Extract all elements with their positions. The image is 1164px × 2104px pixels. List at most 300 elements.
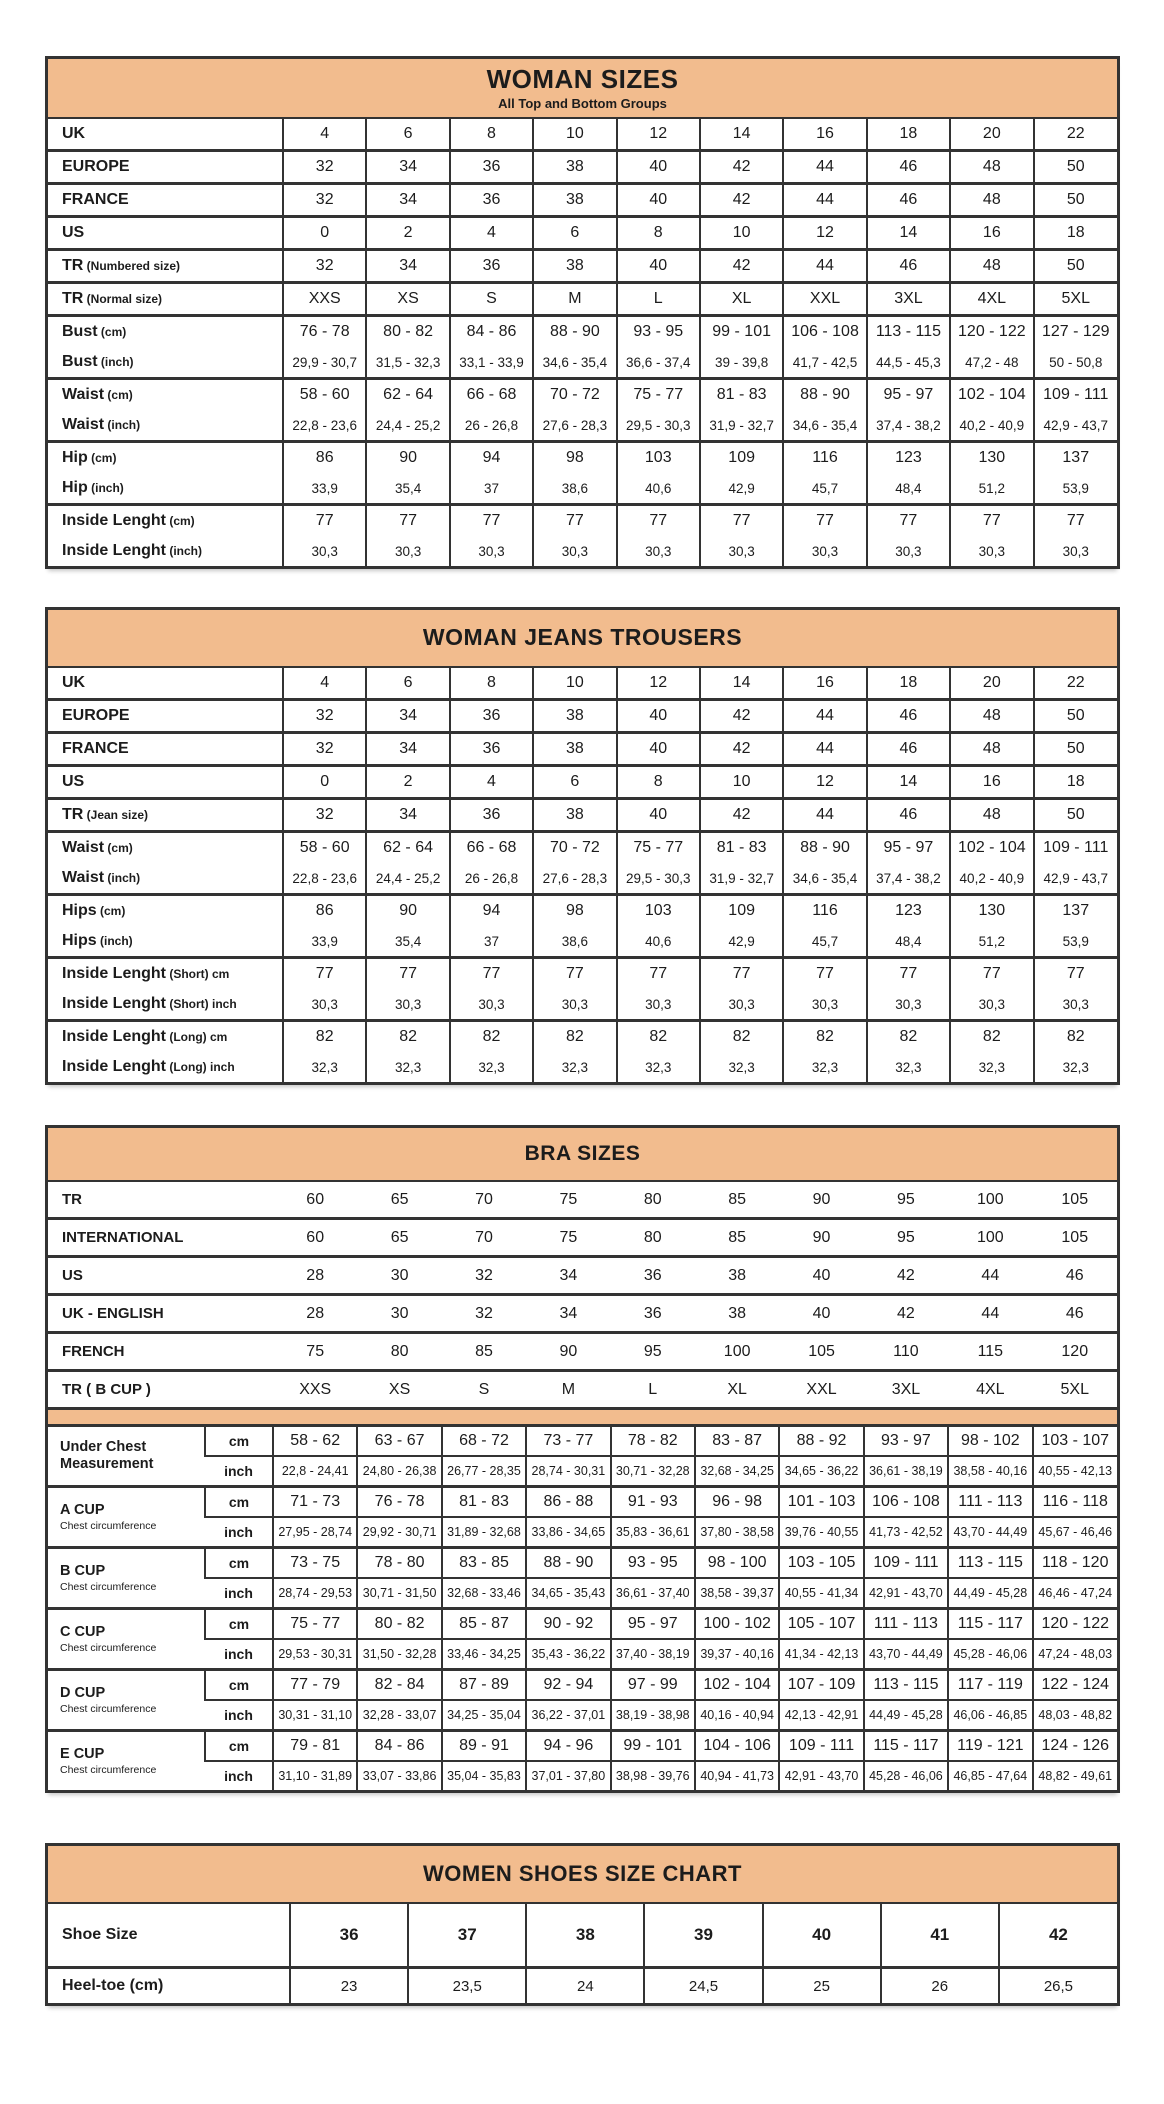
row-label-cell: [48, 1968, 290, 2004]
size-value-cell: 34,6 - 35,4: [783, 863, 866, 895]
size-value-cell: 46: [867, 799, 950, 832]
size-value-cell: 4: [450, 766, 533, 799]
row-label-note: (Long) inch: [166, 1060, 235, 1074]
size-value-cell: 100: [695, 1333, 779, 1371]
row-label-cell: [48, 1219, 273, 1257]
size-value-cell: 10: [533, 119, 616, 151]
size-value-cell: 104 - 106: [695, 1731, 779, 1762]
size-value-cell: 90: [366, 895, 449, 927]
size-value-cell: 34,6 - 35,4: [533, 347, 616, 379]
size-value-cell: 29,53 - 30,31: [273, 1639, 357, 1670]
size-value-cell: 99 - 101: [611, 1731, 695, 1762]
size-value-cell: 115 - 117: [864, 1731, 948, 1762]
size-value-cell: 40: [617, 151, 700, 184]
row-label-cell: [48, 347, 283, 379]
size-value-cell: 34: [366, 733, 449, 766]
size-value-cell: 33,07 - 33,86: [357, 1761, 441, 1790]
size-value-cell: 40: [617, 250, 700, 283]
size-value-cell: 34,6 - 35,4: [783, 410, 866, 442]
size-value-cell: XL: [695, 1371, 779, 1408]
size-value-cell: 22: [1034, 668, 1117, 700]
table-row: [48, 442, 1117, 474]
size-value-cell: 37,40 - 38,19: [611, 1639, 695, 1670]
size-value-cell: 71 - 73: [273, 1487, 357, 1518]
row-label-text: Inside Lenght: [62, 542, 166, 559]
size-value-cell: 44,49 - 45,28: [948, 1578, 1032, 1609]
row-label-text: TR ( B CUP ): [62, 1380, 151, 1398]
size-value-cell: 94 - 96: [526, 1731, 610, 1762]
size-value-cell: 84 - 86: [450, 316, 533, 348]
size-value-cell: 8: [617, 217, 700, 250]
size-value-cell: 38: [695, 1295, 779, 1333]
size-value-cell: 47,24 - 48,03: [1033, 1639, 1117, 1670]
size-value-cell: 41,7 - 42,5: [783, 347, 866, 379]
size-value-cell: 30,3: [366, 989, 449, 1021]
size-value-cell: 77: [617, 505, 700, 537]
row-label-cell: [48, 184, 283, 217]
cup-label-subtext: Chest circumference: [60, 1519, 157, 1532]
size-value-cell: 32,3: [533, 1052, 616, 1082]
cup-label-cell: [48, 1731, 205, 1791]
table-row: [48, 926, 1117, 958]
size-value-cell: 12: [617, 668, 700, 700]
size-value-cell: 38: [533, 250, 616, 283]
size-value-cell: 43,70 - 44,49: [948, 1517, 1032, 1548]
size-value-cell: 44: [948, 1257, 1032, 1295]
row-label-text: UK: [62, 125, 86, 142]
size-value-cell: 44: [783, 184, 866, 217]
cup-inch-row: [48, 1700, 1117, 1731]
size-value-cell: 110: [864, 1333, 948, 1371]
size-value-cell: 77: [950, 505, 1033, 537]
cup-inch-row: [48, 1578, 1117, 1609]
size-value-cell: 73 - 75: [273, 1548, 357, 1579]
size-value-cell: 26,77 - 28,35: [442, 1456, 526, 1487]
row-label-note: (Jean size): [83, 808, 149, 822]
table-header: [48, 59, 1117, 119]
size-value-cell: 77: [700, 958, 783, 990]
size-value-cell: 37: [450, 473, 533, 505]
size-value-cell: 8: [617, 766, 700, 799]
size-value-cell: 76 - 78: [283, 316, 366, 348]
size-value-cell: 29,9 - 30,7: [283, 347, 366, 379]
size-value-cell: 40: [617, 184, 700, 217]
row-label-text: TR: [62, 806, 84, 823]
size-value-cell: 80: [357, 1333, 441, 1371]
bra-sizes-systems-grid: [48, 1182, 1117, 1407]
size-value-cell: 122 - 124: [1033, 1670, 1117, 1701]
row-label-note: (inch): [96, 934, 133, 948]
size-value-cell: 2: [366, 217, 449, 250]
size-value-cell: 28,74 - 30,31: [526, 1456, 610, 1487]
size-value-cell: 32: [283, 184, 366, 217]
size-value-cell: 42: [700, 733, 783, 766]
shoes-table: [45, 1843, 1120, 2006]
size-value-cell: 26,5: [999, 1968, 1117, 2004]
size-value-cell: 8: [450, 119, 533, 151]
row-label-text: EUROPE: [62, 707, 130, 724]
size-value-cell: 38,6: [533, 473, 616, 505]
size-value-cell: 18: [1034, 766, 1117, 799]
size-value-cell: 82: [950, 1021, 1033, 1053]
size-value-cell: 32: [442, 1295, 526, 1333]
unit-inch-cell: inch: [205, 1761, 273, 1790]
size-value-cell: 62 - 64: [366, 379, 449, 411]
size-value-cell: 95: [864, 1219, 948, 1257]
size-value-cell: 36: [450, 733, 533, 766]
row-label-text: Inside Lenght: [62, 965, 166, 982]
row-label-text: Shoe Size: [62, 1926, 138, 1943]
cup-label-cell: [48, 1548, 205, 1609]
table-row: [48, 316, 1117, 348]
row-label-note: (cm): [87, 451, 117, 465]
size-value-cell: 0: [283, 217, 366, 250]
table-title: WOMAN SIZES: [486, 64, 679, 95]
size-value-cell: 24: [526, 1968, 644, 2004]
size-value-cell: 38: [695, 1257, 779, 1295]
size-chart-document: [0, 56, 1164, 2104]
size-value-cell: 5XL: [1033, 1371, 1117, 1408]
size-value-cell: 123: [867, 442, 950, 474]
size-value-cell: 78 - 82: [611, 1427, 695, 1456]
size-value-cell: 30,3: [783, 989, 866, 1021]
size-value-cell: 82: [700, 1021, 783, 1053]
table-row: [48, 217, 1117, 250]
size-value-cell: 116: [783, 895, 866, 927]
woman-sizes-grid: [48, 119, 1117, 566]
row-label-cell: [48, 668, 283, 700]
row-label-text: Hip: [62, 449, 88, 466]
row-label-cell: [48, 863, 283, 895]
size-value-cell: 82: [283, 1021, 366, 1053]
size-value-cell: 50: [1034, 184, 1117, 217]
size-value-cell: 36: [611, 1257, 695, 1295]
size-value-cell: 44,49 - 45,28: [864, 1700, 948, 1731]
table-row: [48, 863, 1117, 895]
size-value-cell: 14: [700, 119, 783, 151]
size-value-cell: 48,03 - 48,82: [1033, 1700, 1117, 1731]
size-value-cell: 38: [526, 1904, 644, 1968]
size-value-cell: 6: [366, 668, 449, 700]
size-value-cell: 40,55 - 42,13: [1033, 1456, 1117, 1487]
row-label-cell: [48, 217, 283, 250]
size-value-cell: 34: [366, 151, 449, 184]
table-row: [48, 1219, 1117, 1257]
row-label-text: Waist: [62, 869, 105, 886]
size-value-cell: 33,1 - 33,9: [450, 347, 533, 379]
size-value-cell: 28: [273, 1257, 357, 1295]
size-value-cell: 42: [864, 1257, 948, 1295]
row-label-text: Waist: [62, 416, 105, 433]
size-value-cell: 46: [867, 184, 950, 217]
size-value-cell: 60: [306, 1190, 325, 1208]
size-value-cell: 38,98 - 39,76: [611, 1761, 695, 1790]
size-value-cell: 40: [617, 733, 700, 766]
row-label-cell: [48, 1021, 283, 1053]
size-value-cell: 53,9: [1034, 473, 1117, 505]
unit-cm-cell: cm: [205, 1427, 273, 1456]
row-label-note: (cm): [166, 514, 195, 528]
size-value-cell: 95: [897, 1190, 915, 1208]
size-value-cell: 32: [283, 799, 366, 832]
size-value-cell: 48,4: [867, 926, 950, 958]
size-value-cell: 40,2 - 40,9: [950, 863, 1033, 895]
size-value-cell: 103 - 105: [779, 1548, 863, 1579]
size-value-cell: 30,3: [283, 989, 366, 1021]
row-label-note: (inch): [104, 871, 141, 885]
size-value-cell: 88 - 90: [783, 379, 866, 411]
size-value-cell: 87 - 89: [442, 1670, 526, 1701]
size-value-cell: 40: [779, 1295, 863, 1333]
size-value-cell: 45,67 - 46,46: [1033, 1517, 1117, 1548]
size-value-cell: 12: [783, 766, 866, 799]
size-value-cell: 78 - 80: [357, 1548, 441, 1579]
unit-cm-cell: cm: [205, 1731, 273, 1762]
row-label-note: (inch): [166, 544, 202, 558]
size-value-cell: 105: [1061, 1190, 1089, 1208]
size-value-cell: 47,2 - 48: [950, 347, 1033, 379]
size-value-cell: 10: [533, 668, 616, 700]
size-value-cell: 35,4: [366, 473, 449, 505]
size-value-cell: 103: [617, 442, 700, 474]
size-value-cell: 81 - 83: [442, 1487, 526, 1518]
unit-inch-cell: inch: [205, 1700, 273, 1731]
size-value-cell: 29,5 - 30,3: [617, 410, 700, 442]
size-value-cell: 100: [976, 1190, 1004, 1208]
unit-inch-cell: inch: [205, 1578, 273, 1609]
size-value-cell: 28: [273, 1295, 357, 1333]
row-label-text: FRENCH: [62, 1342, 125, 1360]
size-value-cell: 41,34 - 42,13: [779, 1639, 863, 1670]
size-value-cell: 34: [526, 1295, 610, 1333]
cup-inch-row: [48, 1456, 1117, 1487]
unit-cm-cell: cm: [205, 1609, 273, 1640]
size-value-cell: 24,4 - 25,2: [366, 863, 449, 895]
table-row: [48, 347, 1117, 379]
size-value-cell: 37,4 - 38,2: [867, 410, 950, 442]
size-value-cell: 123: [867, 895, 950, 927]
size-value-cell: 76 - 78: [357, 1487, 441, 1518]
table-row: [48, 733, 1117, 766]
row-label-text: US: [62, 1266, 83, 1284]
table-row: [48, 473, 1117, 505]
size-value-cell: 58 - 60: [283, 832, 366, 864]
unit-inch-cell: inch: [205, 1517, 273, 1548]
row-label-note: (Short) inch: [166, 997, 237, 1011]
table-row: [48, 379, 1117, 411]
table-header: [48, 610, 1117, 668]
bra-cup-grid: [48, 1427, 1117, 1790]
size-value-cell: 46: [867, 733, 950, 766]
size-value-cell: 90: [366, 442, 449, 474]
row-label-text: Bust: [62, 353, 98, 370]
size-value-cell: 46,85 - 47,64: [948, 1761, 1032, 1790]
table-row: [48, 1295, 1117, 1333]
size-value-cell: 85: [695, 1219, 779, 1257]
row-label-cell: [48, 766, 283, 799]
table-row: [48, 151, 1117, 184]
size-value-cell: 30: [357, 1257, 441, 1295]
size-value-cell: 124 - 126: [1033, 1731, 1117, 1762]
size-value-cell: 75: [559, 1190, 578, 1208]
size-value-cell: 66 - 68: [450, 379, 533, 411]
size-value-cell: 50: [1034, 700, 1117, 733]
size-value-cell: 95 - 97: [867, 832, 950, 864]
cup-inch-row: [48, 1761, 1117, 1790]
row-label-note: (cm): [97, 325, 127, 339]
size-value-cell: 38,58 - 39,37: [695, 1578, 779, 1609]
size-value-cell: 30,3: [450, 989, 533, 1021]
size-value-cell: 48: [950, 250, 1033, 283]
row-label-text: Hips: [62, 902, 97, 919]
size-value-cell: 105: [779, 1333, 863, 1371]
size-value-cell: 103 - 107: [1033, 1427, 1117, 1456]
size-value-cell: 37: [408, 1904, 526, 1968]
size-value-cell: 43,70 - 44,49: [864, 1639, 948, 1670]
table-row: [48, 1021, 1117, 1053]
unit-cm-cell: cm: [205, 1670, 273, 1701]
size-value-cell: 106 - 108: [864, 1487, 948, 1518]
row-label-cell: [48, 1333, 273, 1371]
size-value-cell: 82: [366, 1021, 449, 1053]
size-value-cell: 32: [283, 733, 366, 766]
size-value-cell: 48: [950, 151, 1033, 184]
size-value-cell: 16: [783, 668, 866, 700]
size-value-cell: 70: [442, 1219, 526, 1257]
size-value-cell: XXL: [783, 283, 866, 316]
size-value-cell: 100 - 102: [695, 1609, 779, 1640]
size-value-cell: 51,2: [950, 473, 1033, 505]
cup-label-cell: [48, 1427, 205, 1487]
size-value-cell: 10: [700, 217, 783, 250]
size-value-cell: 32,3: [617, 1052, 700, 1082]
size-value-cell: 42: [999, 1904, 1117, 1968]
size-value-cell: 50: [1034, 733, 1117, 766]
table-row: [48, 1333, 1117, 1371]
size-value-cell: 40: [763, 1904, 881, 1968]
size-value-cell: 18: [867, 668, 950, 700]
size-value-cell: 100: [948, 1219, 1032, 1257]
cup-label-subtext: Chest circumference: [60, 1580, 157, 1593]
size-value-cell: 33,9: [283, 473, 366, 505]
row-label-cell: [48, 733, 283, 766]
size-value-cell: 105: [1033, 1219, 1117, 1257]
row-label-note: (Long) cm: [166, 1030, 228, 1044]
size-value-cell: 40,2 - 40,9: [950, 410, 1033, 442]
size-value-cell: 50: [1034, 250, 1117, 283]
size-value-cell: 37,4 - 38,2: [867, 863, 950, 895]
size-value-cell: 120 - 122: [1033, 1609, 1117, 1640]
size-value-cell: 4XL: [950, 283, 1033, 316]
size-value-cell: 45,28 - 46,06: [948, 1639, 1032, 1670]
size-value-cell: 127 - 129: [1034, 316, 1117, 348]
size-value-cell: 35,83 - 36,61: [611, 1517, 695, 1548]
size-value-cell: 75 - 77: [617, 379, 700, 411]
cup-cm-row: [48, 1609, 1117, 1640]
size-value-cell: 32,3: [867, 1052, 950, 1082]
size-value-cell: 82: [617, 1021, 700, 1053]
size-value-cell: 109 - 111: [1034, 379, 1117, 411]
size-value-cell: 27,6 - 28,3: [533, 410, 616, 442]
size-value-cell: M: [526, 1371, 610, 1408]
size-value-cell: 105 - 107: [779, 1609, 863, 1640]
size-value-cell: 77: [533, 505, 616, 537]
size-value-cell: 30,71 - 31,50: [357, 1578, 441, 1609]
table-subtitle: All Top and Bottom Groups: [498, 95, 667, 111]
size-value-cell: 40: [617, 799, 700, 832]
size-value-cell: 58 - 60: [283, 379, 366, 411]
size-value-cell: 12: [617, 119, 700, 151]
unit-cm-cell: cm: [205, 1548, 273, 1579]
size-value-cell: 38: [533, 700, 616, 733]
size-value-cell: 26 - 26,8: [450, 863, 533, 895]
size-value-cell: 37,80 - 38,58: [695, 1517, 779, 1548]
size-value-cell: 32,68 - 33,46: [442, 1578, 526, 1609]
size-value-cell: 30,31 - 31,10: [273, 1700, 357, 1731]
size-value-cell: 16: [950, 766, 1033, 799]
row-label-cell: [48, 379, 283, 411]
table-row: [48, 1257, 1117, 1295]
row-label-cell: [48, 283, 283, 316]
size-value-cell: 85: [442, 1333, 526, 1371]
row-label-cell: [48, 473, 283, 505]
size-value-cell: 68 - 72: [442, 1427, 526, 1456]
cup-label-subtext: Chest circumference: [60, 1641, 157, 1654]
size-value-cell: 88 - 90: [783, 832, 866, 864]
cup-label-text: D CUP: [60, 1685, 106, 1702]
size-value-cell: 4: [283, 668, 366, 700]
size-value-cell: 48: [950, 733, 1033, 766]
size-value-cell: 45,7: [783, 473, 866, 505]
size-value-cell: 102 - 104: [950, 832, 1033, 864]
size-value-cell: 18: [1034, 217, 1117, 250]
size-value-cell: 31,50 - 32,28: [357, 1639, 441, 1670]
size-value-cell: 93 - 95: [617, 316, 700, 348]
size-value-cell: 40,16 - 40,94: [695, 1700, 779, 1731]
size-value-cell: 29,5 - 30,3: [617, 863, 700, 895]
size-value-cell: 99 - 101: [700, 316, 783, 348]
size-value-cell: 32,3: [450, 1052, 533, 1082]
size-value-cell: 50: [1034, 151, 1117, 184]
size-value-cell: 60: [273, 1219, 357, 1257]
size-value-cell: 30,3: [533, 536, 616, 566]
size-value-cell: L: [611, 1371, 695, 1408]
size-value-cell: 18: [867, 119, 950, 151]
size-value-cell: 46: [1033, 1257, 1117, 1295]
size-value-cell: 90: [526, 1333, 610, 1371]
table-row: [48, 536, 1117, 566]
size-value-cell: 34: [366, 799, 449, 832]
size-value-cell: 46: [867, 151, 950, 184]
row-label-cell: [48, 700, 283, 733]
size-value-cell: 130: [950, 895, 1033, 927]
size-value-cell: 95: [611, 1333, 695, 1371]
size-value-cell: 70 - 72: [533, 832, 616, 864]
size-value-cell: 37,01 - 37,80: [526, 1761, 610, 1790]
size-value-cell: 86: [283, 442, 366, 474]
row-label-cell: [48, 1182, 273, 1219]
size-value-cell: 31,5 - 32,3: [366, 347, 449, 379]
size-value-cell: 30,71 - 32,28: [611, 1456, 695, 1487]
size-value-cell: 44: [783, 733, 866, 766]
size-value-cell: 77: [1034, 505, 1117, 537]
size-value-cell: 35,4: [366, 926, 449, 958]
row-label-text: EUROPE: [62, 158, 130, 175]
table-row: [48, 668, 1117, 700]
size-value-cell: 39: [644, 1904, 762, 1968]
row-label-cell: [48, 926, 283, 958]
size-value-cell: 4: [283, 119, 366, 151]
